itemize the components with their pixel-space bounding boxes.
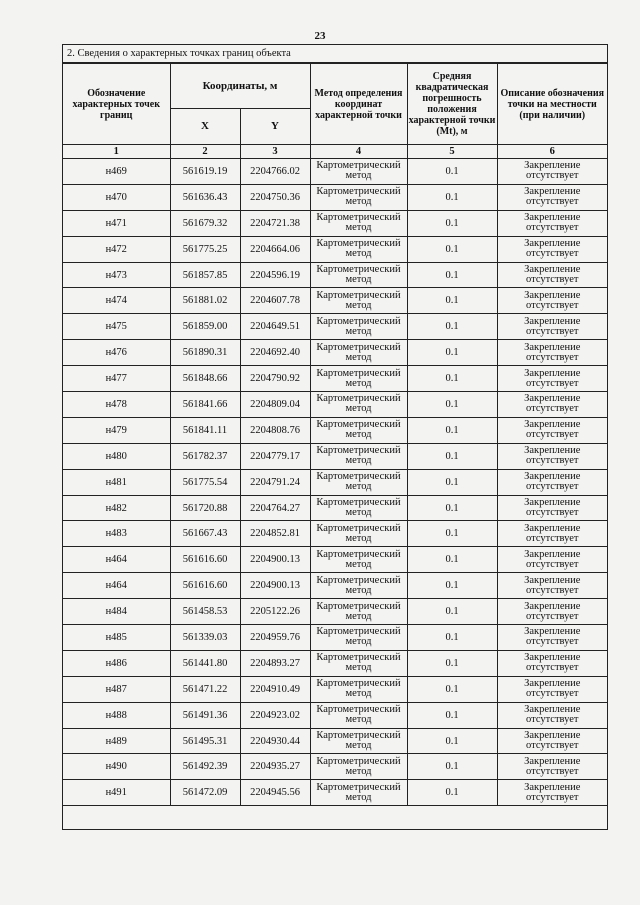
y-coordinate-cell: 2204935.27 — [240, 754, 310, 780]
accuracy-cell: 0.1 — [407, 754, 497, 780]
characteristic-points-table — [63, 63, 607, 806]
x-coordinate-cell: 561491.36 — [170, 702, 240, 728]
description-cell: Закрепление отсутствует — [497, 366, 607, 392]
y-coordinate-cell: 2204809.04 — [240, 392, 310, 418]
point-id-cell: н491 — [63, 780, 170, 806]
table-row — [63, 288, 607, 314]
description-cell: Закрепление отсутствует — [497, 573, 607, 599]
method-cell: Картометрический метод — [310, 676, 407, 702]
accuracy-cell: 0.1 — [407, 210, 497, 236]
description-cell: Закрепление отсутствует — [497, 625, 607, 651]
method-cell: Картометрический метод — [310, 599, 407, 625]
table-row — [63, 366, 607, 392]
y-coordinate-cell: 2204790.92 — [240, 366, 310, 392]
description-cell: Закрепление отсутствует — [497, 392, 607, 418]
table-row — [63, 159, 607, 185]
y-coordinate-cell: 2204764.27 — [240, 495, 310, 521]
method-cell: Картометрический метод — [310, 754, 407, 780]
header-description: Описание обозначения точки на местности (при наличии) — [497, 64, 607, 145]
y-coordinate-cell: 2204649.51 — [240, 314, 310, 340]
header-method: Метод определения координат характерной точки — [310, 64, 407, 145]
y-coordinate-cell: 2204852.81 — [240, 521, 310, 547]
column-number-row — [63, 145, 607, 159]
point-id-cell: н473 — [63, 262, 170, 288]
x-coordinate-cell: 561720.88 — [170, 495, 240, 521]
table-row — [63, 443, 607, 469]
point-id-cell: н483 — [63, 521, 170, 547]
point-id-cell: н479 — [63, 417, 170, 443]
point-id-cell: н487 — [63, 676, 170, 702]
section-title: 2. Сведения о характерных точках границ объекта — [63, 45, 607, 63]
table-row — [63, 521, 607, 547]
accuracy-cell: 0.1 — [407, 780, 497, 806]
point-id-cell: н469 — [63, 159, 170, 185]
header-accuracy: Средняя квадратическая погрешность положения характерной точки (Mt), м — [407, 64, 497, 145]
column-number: 5 — [407, 145, 497, 159]
point-id-cell: н490 — [63, 754, 170, 780]
point-id-cell: н472 — [63, 236, 170, 262]
point-id-cell: н475 — [63, 314, 170, 340]
table-row — [63, 469, 607, 495]
method-cell: Картометрический метод — [310, 443, 407, 469]
description-cell: Закрепление отсутствует — [497, 521, 607, 547]
point-id-cell: н464 — [63, 573, 170, 599]
accuracy-cell: 0.1 — [407, 184, 497, 210]
page-number: 23 — [314, 30, 326, 42]
point-id-cell: н474 — [63, 288, 170, 314]
x-coordinate-cell: 561841.66 — [170, 392, 240, 418]
table-row — [63, 676, 607, 702]
method-cell: Картометрический метод — [310, 262, 407, 288]
table-row — [63, 417, 607, 443]
y-coordinate-cell: 2204930.44 — [240, 728, 310, 754]
method-cell: Картометрический метод — [310, 314, 407, 340]
accuracy-cell: 0.1 — [407, 650, 497, 676]
point-id-cell: н484 — [63, 599, 170, 625]
point-id-cell: н464 — [63, 547, 170, 573]
x-coordinate-cell: 561848.66 — [170, 366, 240, 392]
description-cell: Закрепление отсутствует — [497, 728, 607, 754]
header-designation: Обозначение характерных точек границ — [63, 64, 170, 145]
point-id-cell: н470 — [63, 184, 170, 210]
table-row — [63, 547, 607, 573]
y-coordinate-cell: 2204791.24 — [240, 469, 310, 495]
method-cell: Картометрический метод — [310, 650, 407, 676]
table-row — [63, 210, 607, 236]
description-cell: Закрепление отсутствует — [497, 288, 607, 314]
accuracy-cell: 0.1 — [407, 599, 497, 625]
method-cell: Картометрический метод — [310, 702, 407, 728]
x-coordinate-cell: 561890.31 — [170, 340, 240, 366]
point-id-cell: н489 — [63, 728, 170, 754]
method-cell: Картометрический метод — [310, 469, 407, 495]
y-coordinate-cell: 2204596.19 — [240, 262, 310, 288]
description-cell: Закрепление отсутствует — [497, 417, 607, 443]
accuracy-cell: 0.1 — [407, 547, 497, 573]
x-coordinate-cell: 561492.39 — [170, 754, 240, 780]
table-row — [63, 314, 607, 340]
accuracy-cell: 0.1 — [407, 159, 497, 185]
y-coordinate-cell: 2204779.17 — [240, 443, 310, 469]
y-coordinate-cell: 2204910.49 — [240, 676, 310, 702]
description-cell: Закрепление отсутствует — [497, 495, 607, 521]
method-cell: Картометрический метод — [310, 236, 407, 262]
x-coordinate-cell: 561857.85 — [170, 262, 240, 288]
x-coordinate-cell: 561667.43 — [170, 521, 240, 547]
table-row — [63, 495, 607, 521]
point-id-cell: н485 — [63, 625, 170, 651]
table-row — [63, 650, 607, 676]
header-y: Y — [240, 109, 310, 145]
accuracy-cell: 0.1 — [407, 521, 497, 547]
accuracy-cell: 0.1 — [407, 236, 497, 262]
table-row — [63, 392, 607, 418]
description-cell: Закрепление отсутствует — [497, 236, 607, 262]
description-cell: Закрепление отсутствует — [497, 443, 607, 469]
y-coordinate-cell: 2204766.02 — [240, 159, 310, 185]
description-cell: Закрепление отсутствует — [497, 469, 607, 495]
point-id-cell: н480 — [63, 443, 170, 469]
y-coordinate-cell: 2204721.38 — [240, 210, 310, 236]
table-row — [63, 754, 607, 780]
description-cell: Закрепление отсутствует — [497, 650, 607, 676]
document-frame — [62, 44, 608, 830]
method-cell: Картометрический метод — [310, 547, 407, 573]
point-id-cell: н478 — [63, 392, 170, 418]
header-coordinates: Координаты, м — [170, 64, 310, 109]
x-coordinate-cell: 561458.53 — [170, 599, 240, 625]
accuracy-cell: 0.1 — [407, 495, 497, 521]
x-coordinate-cell: 561782.37 — [170, 443, 240, 469]
y-coordinate-cell: 2204692.40 — [240, 340, 310, 366]
description-cell: Закрепление отсутствует — [497, 340, 607, 366]
column-number: 4 — [310, 145, 407, 159]
description-cell: Закрепление отсутствует — [497, 702, 607, 728]
method-cell: Картометрический метод — [310, 392, 407, 418]
description-cell: Закрепление отсутствует — [497, 314, 607, 340]
table-row — [63, 728, 607, 754]
table-row — [63, 236, 607, 262]
y-coordinate-cell: 2204900.13 — [240, 573, 310, 599]
method-cell: Картометрический метод — [310, 573, 407, 599]
accuracy-cell: 0.1 — [407, 573, 497, 599]
x-coordinate-cell: 561775.54 — [170, 469, 240, 495]
x-coordinate-cell: 561881.02 — [170, 288, 240, 314]
x-coordinate-cell: 561441.80 — [170, 650, 240, 676]
description-cell: Закрепление отсутствует — [497, 780, 607, 806]
accuracy-cell: 0.1 — [407, 676, 497, 702]
header-x: X — [170, 109, 240, 145]
method-cell: Картометрический метод — [310, 495, 407, 521]
accuracy-cell: 0.1 — [407, 728, 497, 754]
method-cell: Картометрический метод — [310, 417, 407, 443]
table-row — [63, 340, 607, 366]
column-number: 2 — [170, 145, 240, 159]
accuracy-cell: 0.1 — [407, 366, 497, 392]
x-coordinate-cell: 561471.22 — [170, 676, 240, 702]
description-cell: Закрепление отсутствует — [497, 547, 607, 573]
y-coordinate-cell: 2204750.36 — [240, 184, 310, 210]
x-coordinate-cell: 561679.32 — [170, 210, 240, 236]
accuracy-cell: 0.1 — [407, 469, 497, 495]
accuracy-cell: 0.1 — [407, 288, 497, 314]
point-id-cell: н488 — [63, 702, 170, 728]
y-coordinate-cell: 2204607.78 — [240, 288, 310, 314]
x-coordinate-cell: 561472.09 — [170, 780, 240, 806]
accuracy-cell: 0.1 — [407, 625, 497, 651]
point-id-cell: н481 — [63, 469, 170, 495]
y-coordinate-cell: 2204664.06 — [240, 236, 310, 262]
method-cell: Картометрический метод — [310, 521, 407, 547]
method-cell: Картометрический метод — [310, 184, 407, 210]
table-row — [63, 262, 607, 288]
method-cell: Картометрический метод — [310, 780, 407, 806]
point-id-cell: н482 — [63, 495, 170, 521]
table-row — [63, 780, 607, 806]
y-coordinate-cell: 2204900.13 — [240, 547, 310, 573]
x-coordinate-cell: 561859.00 — [170, 314, 240, 340]
column-number: 3 — [240, 145, 310, 159]
y-coordinate-cell: 2204893.27 — [240, 650, 310, 676]
description-cell: Закрепление отсутствует — [497, 754, 607, 780]
accuracy-cell: 0.1 — [407, 443, 497, 469]
description-cell: Закрепление отсутствует — [497, 676, 607, 702]
x-coordinate-cell: 561495.31 — [170, 728, 240, 754]
column-number: 1 — [63, 145, 170, 159]
x-coordinate-cell: 561616.60 — [170, 547, 240, 573]
accuracy-cell: 0.1 — [407, 702, 497, 728]
method-cell: Картометрический метод — [310, 288, 407, 314]
column-number: 6 — [497, 145, 607, 159]
y-coordinate-cell: 2204808.76 — [240, 417, 310, 443]
accuracy-cell: 0.1 — [407, 392, 497, 418]
point-id-cell: н486 — [63, 650, 170, 676]
table-row — [63, 702, 607, 728]
y-coordinate-cell: 2204945.56 — [240, 780, 310, 806]
description-cell: Закрепление отсутствует — [497, 599, 607, 625]
x-coordinate-cell: 561339.03 — [170, 625, 240, 651]
point-id-cell: н477 — [63, 366, 170, 392]
x-coordinate-cell: 561636.43 — [170, 184, 240, 210]
table-row — [63, 184, 607, 210]
x-coordinate-cell: 561775.25 — [170, 236, 240, 262]
accuracy-cell: 0.1 — [407, 417, 497, 443]
point-id-cell: н476 — [63, 340, 170, 366]
method-cell: Картометрический метод — [310, 210, 407, 236]
x-coordinate-cell: 561841.11 — [170, 417, 240, 443]
y-coordinate-cell: 2204923.02 — [240, 702, 310, 728]
method-cell: Картометрический метод — [310, 728, 407, 754]
y-coordinate-cell: 2205122.26 — [240, 599, 310, 625]
accuracy-cell: 0.1 — [407, 262, 497, 288]
x-coordinate-cell: 561619.19 — [170, 159, 240, 185]
accuracy-cell: 0.1 — [407, 314, 497, 340]
description-cell: Закрепление отсутствует — [497, 184, 607, 210]
description-cell: Закрепление отсутствует — [497, 159, 607, 185]
table-row — [63, 625, 607, 651]
method-cell: Картометрический метод — [310, 366, 407, 392]
method-cell: Картометрический метод — [310, 340, 407, 366]
table-row — [63, 573, 607, 599]
accuracy-cell: 0.1 — [407, 340, 497, 366]
table-row — [63, 599, 607, 625]
method-cell: Картометрический метод — [310, 625, 407, 651]
point-id-cell: н471 — [63, 210, 170, 236]
description-cell: Закрепление отсутствует — [497, 262, 607, 288]
method-cell: Картометрический метод — [310, 159, 407, 185]
y-coordinate-cell: 2204959.76 — [240, 625, 310, 651]
description-cell: Закрепление отсутствует — [497, 210, 607, 236]
x-coordinate-cell: 561616.60 — [170, 573, 240, 599]
